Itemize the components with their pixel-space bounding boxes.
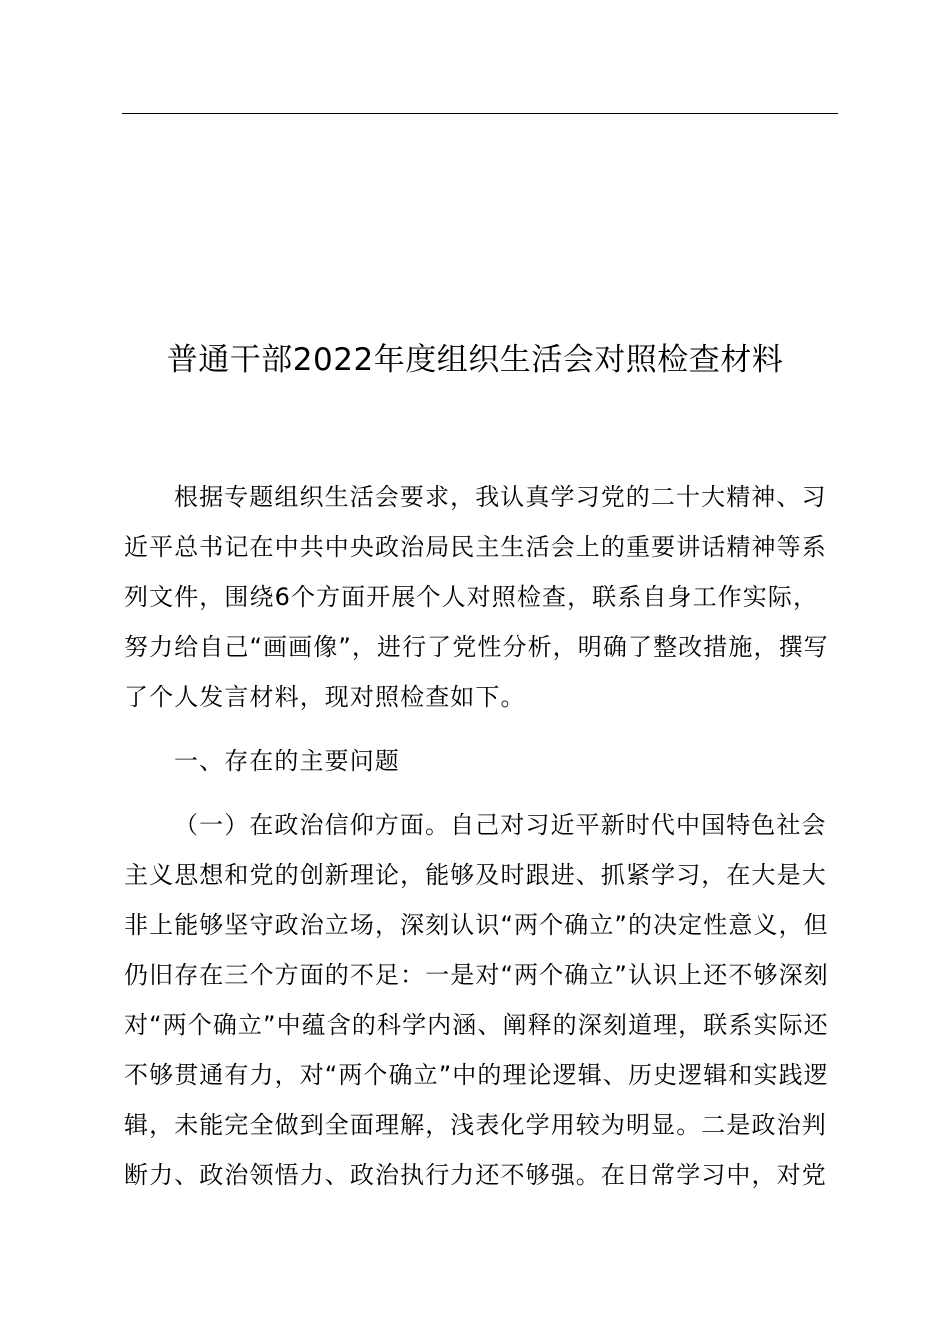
- paragraph-line: 主义思想和党的创新理论，能够及时跟进、抓紧学习，在大是大: [124, 861, 827, 889]
- header-rule: [122, 113, 838, 114]
- paragraph-line: 断力、政治领悟力、政治执行力还不够强。在日常学习中，对党: [124, 1161, 827, 1189]
- paragraph-line: 列文件，围绕6个方面开展个人对照检查，联系自身工作实际，: [124, 583, 819, 611]
- section-heading: 一、存在的主要问题: [174, 747, 400, 775]
- document-title: 普通干部2022年度组织生活会对照检查材料: [166, 342, 784, 378]
- paragraph-line: 辑，未能完全做到全面理解，浅表化学用较为明显。二是政治判: [124, 1111, 827, 1139]
- paragraph-line: 对“两个确立”中蕴含的科学内涵、阐释的深刻道理，联系实际还: [124, 1011, 829, 1039]
- paragraph-line: （一）在政治信仰方面。自己对习近平新时代中国特色社会: [174, 811, 827, 839]
- paragraph-political-belief: [124, 800, 840, 1200]
- paragraph-line: 仍旧存在三个方面的不足：一是对“两个确立”认识上还不够深刻: [124, 961, 829, 989]
- paragraph-line: 近平总书记在中共中央政治局民主生活会上的重要讲话精神等系: [124, 533, 827, 561]
- paragraph-intro: [124, 472, 840, 722]
- paragraph-line: 不够贯通有力，对“两个确立”中的理论逻辑、历史逻辑和实践逻: [124, 1061, 829, 1089]
- paragraph-line: 努力给自己“画画像”，进行了党性分析，明确了整改措施，撰写: [124, 633, 829, 661]
- paragraph-line: 根据专题组织生活会要求，我认真学习党的二十大精神、习: [174, 483, 827, 511]
- paragraph-line: 非上能够坚守政治立场，深刻认识“两个确立”的决定性意义，但: [124, 911, 829, 939]
- paragraph-line: 了个人发言材料，现对照检查如下。: [124, 683, 526, 711]
- document-body: [124, 472, 840, 1200]
